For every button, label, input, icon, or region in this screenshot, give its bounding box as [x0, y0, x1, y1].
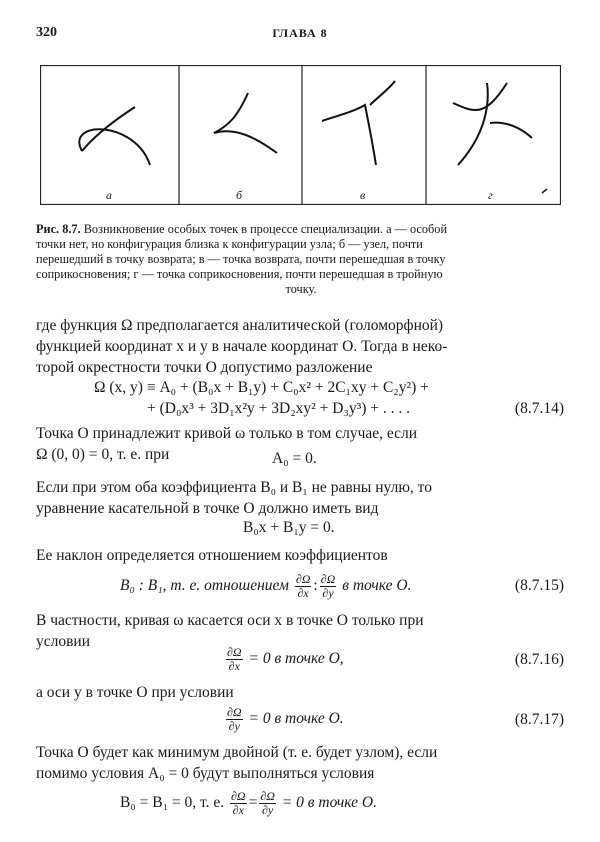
fraction-dOmega-dy	[320, 573, 337, 600]
frac-num: ∂Ω	[227, 645, 242, 659]
equation-number-17: (8.7.17)	[514, 711, 564, 728]
eq15-start: B₀ : B₁, т. е. отношением	[120, 577, 289, 595]
equation-node-condition	[120, 790, 377, 817]
frac-den: ∂y	[228, 719, 240, 733]
p1-line-2: функцией координат x и y в начале координат O. Тогда в неко-	[36, 338, 448, 355]
fraction-dOmega-dx	[230, 790, 247, 817]
running-head: ГЛАВА 8	[272, 26, 328, 40]
curve-b-arm2	[214, 131, 277, 153]
figure-panels	[40, 65, 561, 205]
p5-line-1: В частности, кривая ω касается оси x в точке O только при	[36, 612, 424, 629]
caption-line-5: точку.	[285, 282, 317, 296]
equation-number-16: (8.7.16)	[514, 651, 564, 668]
frac-num: ∂Ω	[227, 705, 242, 719]
curve-c-arm2	[370, 81, 395, 105]
figure-caption	[36, 222, 566, 297]
p3-line-2: уравнение касательной в точке O должно иметь вид	[36, 500, 379, 517]
p6-line-1: а оси y в точке O при условии	[36, 684, 234, 701]
p4-line-1: Ее наклон определяется отношением коэффициентов	[36, 547, 388, 564]
figure-8-7	[40, 65, 561, 205]
page-number: 320	[36, 25, 57, 40]
curve-g-line3	[490, 123, 532, 138]
fraction-dOmega-dx	[226, 646, 243, 673]
curve-a-arm	[82, 107, 135, 151]
caption-line-2: точки нет, но конфигурация близка к конфигурации узла; б — узел, почти	[36, 237, 423, 251]
equation-8-7-15	[120, 573, 411, 600]
curve-b-arm1	[214, 93, 248, 133]
frac-den: ∂y	[322, 586, 334, 600]
frac-den: ∂x	[228, 659, 240, 673]
paragraph-1	[36, 315, 564, 378]
frac-den: ∂x	[297, 586, 309, 600]
caption-line-3: перешедший в точку возврата; в — точка возврата, почти перешедшая в точку	[36, 252, 446, 266]
p7-line-2: помимо условия A₀ = 0 будут выполняться условия	[36, 765, 375, 782]
equation-8-7-14-line-2: + (D₀x³ + 3D₁x²y + 3D₂xy² + D₃y³) + . . . .	[147, 400, 411, 417]
frac-den: ∂x	[232, 803, 244, 817]
paragraph-4	[36, 545, 564, 566]
p3-line-1: Если при этом оба коэффициента B₀ и B₁ не равны нулю, то	[36, 479, 432, 496]
frac-num: ∂Ω	[295, 572, 311, 586]
curve-c-arm1	[322, 105, 376, 165]
frac-num: ∂Ω	[260, 789, 275, 803]
p1-line-3: торой окрестности точки O допустимо разложение	[36, 359, 373, 376]
equation-8-7-16	[224, 646, 344, 673]
frac-den: ∂y	[262, 803, 274, 817]
eq-last-end: = 0 в точке O.	[281, 794, 377, 812]
frac-num: ∂Ω	[230, 789, 246, 803]
caption-line-4: соприкосновения; г — точка соприкосновения, почти перешедшая в тройную	[36, 267, 443, 281]
caption-lead: Рис. 8.7.	[36, 222, 81, 236]
eq-last-mid: =	[248, 794, 258, 812]
p1-line-1: где функция Ω предполагается аналитической (голоморфной)	[36, 317, 444, 334]
eq15-colon: :	[313, 577, 318, 595]
paragraph-7	[36, 742, 564, 784]
equation-a0: A₀ = 0.	[272, 450, 317, 467]
panel-label-b: б	[236, 188, 243, 202]
equation-8-7-17	[224, 706, 344, 733]
fraction-dOmega-dy	[226, 706, 243, 733]
fraction-dOmega-dy	[259, 790, 276, 817]
fraction-dOmega-dx	[295, 573, 312, 600]
eq-last-start: B₀ = B₁ = 0, т. е.	[120, 794, 225, 812]
eq16-text: = 0 в точке O,	[248, 650, 344, 668]
p2-line-2: Ω (0, 0) = 0, т. е. при	[36, 446, 170, 463]
panel-label-a: а	[106, 188, 112, 202]
curve-a	[79, 129, 150, 165]
eq17-text: = 0 в точке O.	[248, 710, 344, 728]
equation-tangent: B₀x + B₁y = 0.	[243, 519, 335, 536]
curve-g-line1	[453, 83, 507, 110]
eq15-end: в точке O.	[342, 577, 412, 595]
caption-text-1: Возникновение особых точек в процессе специализации. а — особой	[80, 222, 448, 236]
frac-num: ∂Ω	[320, 572, 336, 586]
p2-line-1: Точка O принадлежит кривой ω только в том случае, если	[36, 425, 418, 442]
equation-number-15: (8.7.15)	[514, 577, 564, 594]
panel-label-d: г	[488, 188, 493, 202]
p7-line-1: Точка O будет как минимум двойной (т. е. будет узлом), если	[36, 744, 438, 761]
p5-line-2: условии	[36, 633, 91, 650]
paragraph-6	[36, 682, 564, 703]
equation-8-7-14-line-1: Ω (x, y) ≡ A₀ + (B₀x + B₁y) + C₀x² + 2C₁xy + C₂y²) +	[94, 379, 429, 396]
paragraph-3	[36, 477, 564, 519]
caption-line-1	[36, 222, 566, 237]
panel-label-c: в	[360, 188, 366, 202]
curve-g-line2	[458, 83, 488, 165]
equation-number-14: (8.7.14)	[514, 400, 564, 417]
